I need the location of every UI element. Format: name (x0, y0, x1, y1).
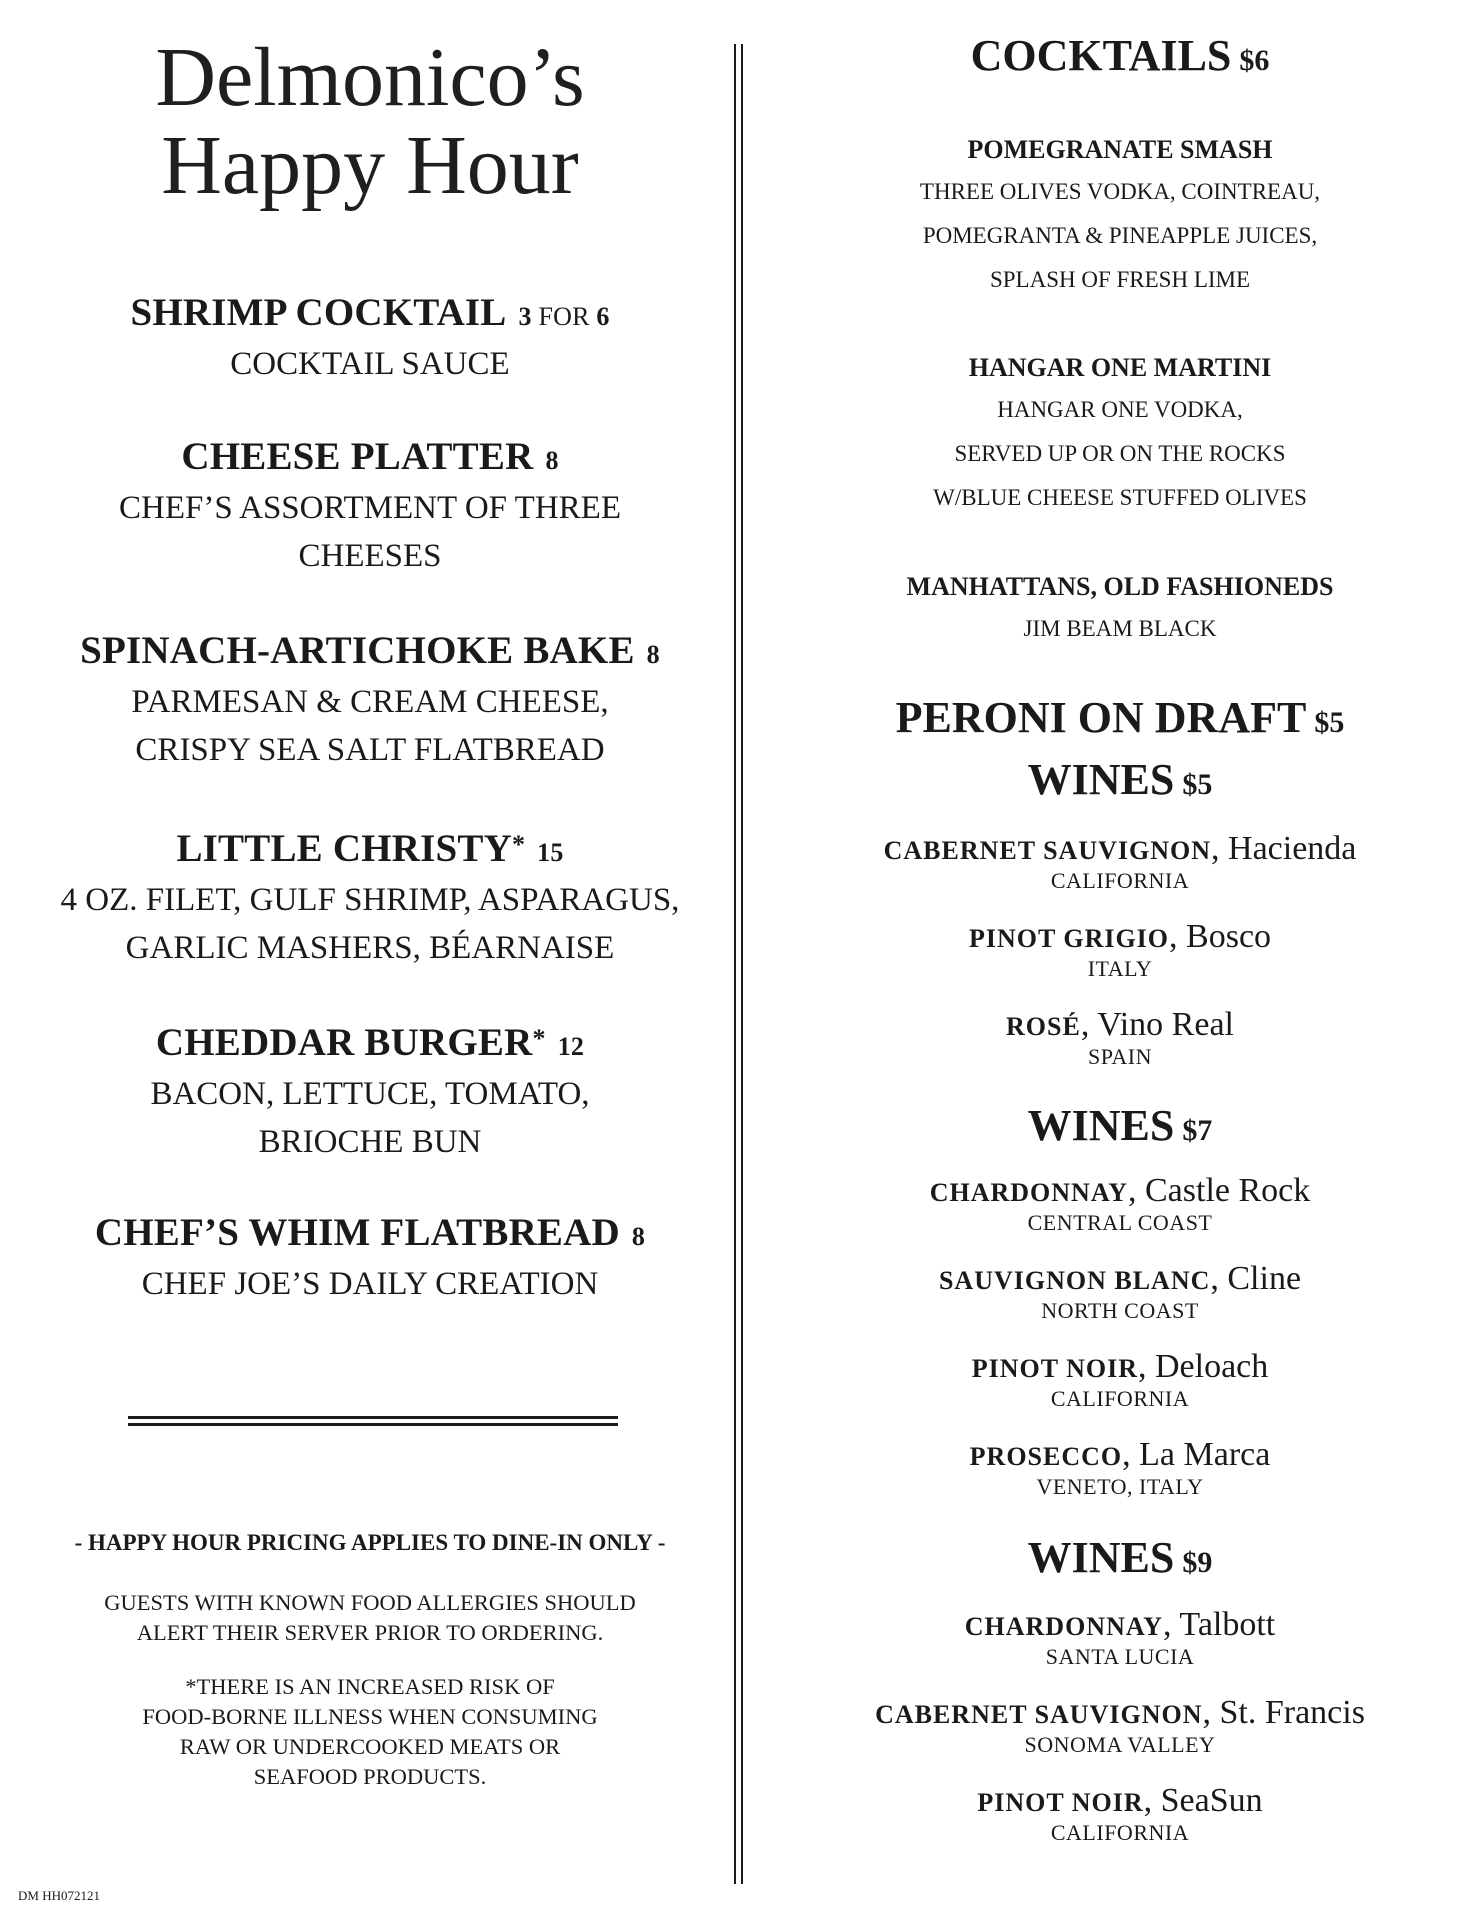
wine-region: ITALY (1087, 956, 1153, 981)
cocktail-manhattans (755, 567, 1484, 651)
wine-region: VENETO, ITALY (1036, 1474, 1204, 1499)
food-item-price: 12 (557, 1032, 585, 1061)
price-part: 3 (518, 302, 532, 331)
wines-5-heading (755, 754, 1484, 811)
wine-region: CALIFORNIA (1050, 868, 1190, 893)
cocktail-line: HANGAR ONE VODKA, (997, 397, 1243, 422)
food-item-price: 8 (631, 1222, 646, 1251)
food-item-desc: CHEF’S ASSORTMENT OF THREE (119, 490, 621, 526)
draft-heading (755, 692, 1484, 749)
wine-item: CABERNET SAUVIGNON, St. Francis SONOMA VALLEY (755, 1694, 1484, 1758)
wine-varietal: PROSECCO (969, 1442, 1123, 1471)
wine-producer: Deloach (1155, 1348, 1269, 1385)
section-heading-price: $5 (1182, 768, 1213, 801)
cocktail-line: JIM BEAM BLACK (1023, 616, 1217, 641)
cocktails-heading (755, 30, 1484, 87)
wine-varietal: SAUVIGNON BLANC (938, 1266, 1211, 1295)
section-heading-price: $6 (1239, 44, 1270, 77)
food-item-name: SHRIMP COCKTAIL (130, 291, 507, 334)
note-line: ALERT THEIR SERVER PRIOR TO ORDERING. (136, 1620, 604, 1645)
cocktail-name: MANHATTANS, OLD FASHIONEDS (906, 572, 1334, 601)
wine-varietal: PINOT GRIGIO (968, 924, 1170, 953)
section-heading-text: WINES (1027, 1533, 1175, 1582)
food-item-desc: CRISPY SEA SALT FLATBREAD (135, 732, 605, 768)
wine-region: NORTH COAST (1041, 1298, 1199, 1323)
food-item-name: CHEF’S WHIM FLATBREAD (94, 1211, 620, 1254)
food-item-name: CHEESE PLATTER (181, 435, 534, 478)
food-item-price: 15 (537, 838, 564, 867)
wine-region: SONOMA VALLEY (1024, 1732, 1216, 1757)
food-item-little-christy (40, 822, 700, 972)
wine-region: CENTRAL COAST (1027, 1210, 1213, 1235)
wine-item: CHARDONNAY, Talbott SANTA LUCIA (755, 1606, 1484, 1670)
cocktail-pomegranate-smash (755, 130, 1484, 302)
food-item-price: 8 (545, 446, 559, 475)
note-line: RAW OR UNDERCOOKED MEATS OR (179, 1734, 561, 1759)
wine-producer: Bosco (1186, 918, 1272, 955)
allergy-note (100, 1588, 640, 1648)
wine-producer: Vino Real (1097, 1006, 1234, 1043)
wine-varietal: CHARDONNAY (964, 1612, 1164, 1641)
wine-producer: St. Francis (1219, 1694, 1365, 1731)
cocktail-line: SPLASH OF FRESH LIME (989, 267, 1251, 292)
section-heading-text: WINES (1027, 1101, 1175, 1150)
cocktail-line: THREE OLIVES VODKA, COINTREAU, (919, 179, 1321, 204)
food-item-name: SPINACH-ARTICHOKE BAKE (80, 629, 635, 672)
section-heading-price: $5 (1314, 706, 1345, 739)
price-for: FOR (538, 302, 590, 331)
title-line-2: Happy Hour (161, 119, 579, 212)
wine-item: CHARDONNAY, Castle Rock CENTRAL COAST (755, 1172, 1484, 1236)
section-heading-price: $7 (1182, 1114, 1213, 1147)
wine-varietal: CHARDONNAY (929, 1178, 1128, 1207)
food-item-price: 8 (646, 640, 660, 669)
wine-varietal: ROSÉ (1006, 1012, 1081, 1041)
wine-varietal: PINOT NOIR (971, 1354, 1138, 1383)
wine-producer: Hacienda (1228, 830, 1357, 867)
food-item-desc: PARMESAN & CREAM CHEESE, (131, 684, 609, 720)
double-rule (128, 1416, 618, 1426)
section-heading-text: WINES (1027, 755, 1175, 804)
food-item-star: * (532, 1024, 546, 1053)
cocktail-hangar-one-martini (755, 348, 1484, 520)
food-item-desc: COCKTAIL SAUCE (230, 346, 510, 382)
wine-region: SPAIN (1087, 1044, 1153, 1069)
food-item-cheddar-burger (40, 1016, 700, 1166)
wine-varietal: CABERNET SAUVIGNON (883, 836, 1212, 865)
title-line-1: Delmonico’s (155, 31, 585, 124)
wine-producer: Castle Rock (1145, 1172, 1311, 1209)
wine-region: CALIFORNIA (1050, 1820, 1190, 1845)
food-item-desc: BACON, LETTUCE, TOMATO, (150, 1076, 590, 1112)
cocktail-line: SERVED UP OR ON THE ROCKS (954, 441, 1286, 466)
wines-9-heading (755, 1532, 1484, 1589)
food-item-name: LITTLE CHRISTY (176, 827, 512, 870)
note-line: FOOD-BORNE ILLNESS WHEN CONSUMING (142, 1704, 598, 1729)
wine-producer: La Marca (1139, 1436, 1271, 1473)
food-item-desc: BRIOCHE BUN (258, 1124, 482, 1160)
section-heading-text: PERONI ON DRAFT (895, 693, 1307, 742)
wines-7-heading (755, 1100, 1484, 1157)
wine-item: CABERNET SAUVIGNON, Hacienda CALIFORNIA (755, 830, 1484, 894)
food-item-cheese-platter (40, 434, 700, 580)
food-item-chefs-whim-flatbread (40, 1210, 700, 1308)
menu-code: DM HH072121 (18, 1888, 100, 1903)
cocktail-name: POMEGRANATE SMASH (967, 135, 1273, 164)
section-heading-price: $9 (1182, 1546, 1213, 1579)
food-item-shrimp-cocktail (40, 290, 700, 388)
food-item-desc: 4 OZ. FILET, GULF SHRIMP, ASPARAGUS, (60, 882, 680, 918)
cocktail-line: POMEGRANTA & PINEAPPLE JUICES, (922, 223, 1318, 248)
wine-producer: SeaSun (1160, 1782, 1263, 1819)
cocktail-name: HANGAR ONE MARTINI (968, 353, 1272, 382)
food-item-desc: CHEESES (298, 538, 442, 574)
page-title (40, 31, 700, 212)
food-item-desc: GARLIC MASHERS, BÉARNAISE (125, 930, 615, 966)
food-item-desc: CHEF JOE’S DAILY CREATION (141, 1266, 599, 1302)
wine-item: ROSÉ, Vino Real SPAIN (755, 1006, 1484, 1070)
note-line: SEAFOOD PRODUCTS. (253, 1764, 487, 1789)
food-item-price (519, 302, 610, 331)
wine-item: PINOT NOIR, Deloach CALIFORNIA (755, 1348, 1484, 1412)
wine-item: PROSECCO, La Marca VENETO, ITALY (755, 1436, 1484, 1500)
wine-producer: Cline (1227, 1260, 1302, 1297)
wine-item: PINOT NOIR, SeaSun CALIFORNIA (755, 1782, 1484, 1846)
cocktail-line: W/BLUE CHEESE STUFFED OLIVES (933, 485, 1307, 510)
wine-item: PINOT GRIGIO, Bosco ITALY (755, 918, 1484, 982)
price-part: 6 (596, 302, 610, 331)
wine-producer: Talbott (1179, 1606, 1276, 1643)
wine-region: SANTA LUCIA (1045, 1644, 1195, 1669)
wine-item: SAUVIGNON BLANC, Cline NORTH COAST (755, 1260, 1484, 1324)
risk-note (100, 1672, 640, 1792)
column-divider-right (741, 44, 743, 1884)
wine-varietal: CABERNET SAUVIGNON (875, 1700, 1203, 1729)
food-item-star: * (511, 830, 526, 859)
section-heading-text: COCKTAILS (970, 31, 1232, 80)
food-item-name: CHEDDAR BURGER (155, 1021, 533, 1064)
wine-region: CALIFORNIA (1050, 1386, 1190, 1411)
column-divider-left (734, 44, 736, 1884)
dine-in-note: - HAPPY HOUR PRICING APPLIES TO DINE-IN ONLY - (74, 1530, 666, 1555)
food-item-spinach-artichoke-bake (40, 628, 700, 774)
note-line: GUESTS WITH KNOWN FOOD ALLERGIES SHOULD (104, 1590, 636, 1615)
wine-varietal: PINOT NOIR (977, 1788, 1144, 1817)
note-line: *THERE IS AN INCREASED RISK OF (185, 1674, 555, 1699)
